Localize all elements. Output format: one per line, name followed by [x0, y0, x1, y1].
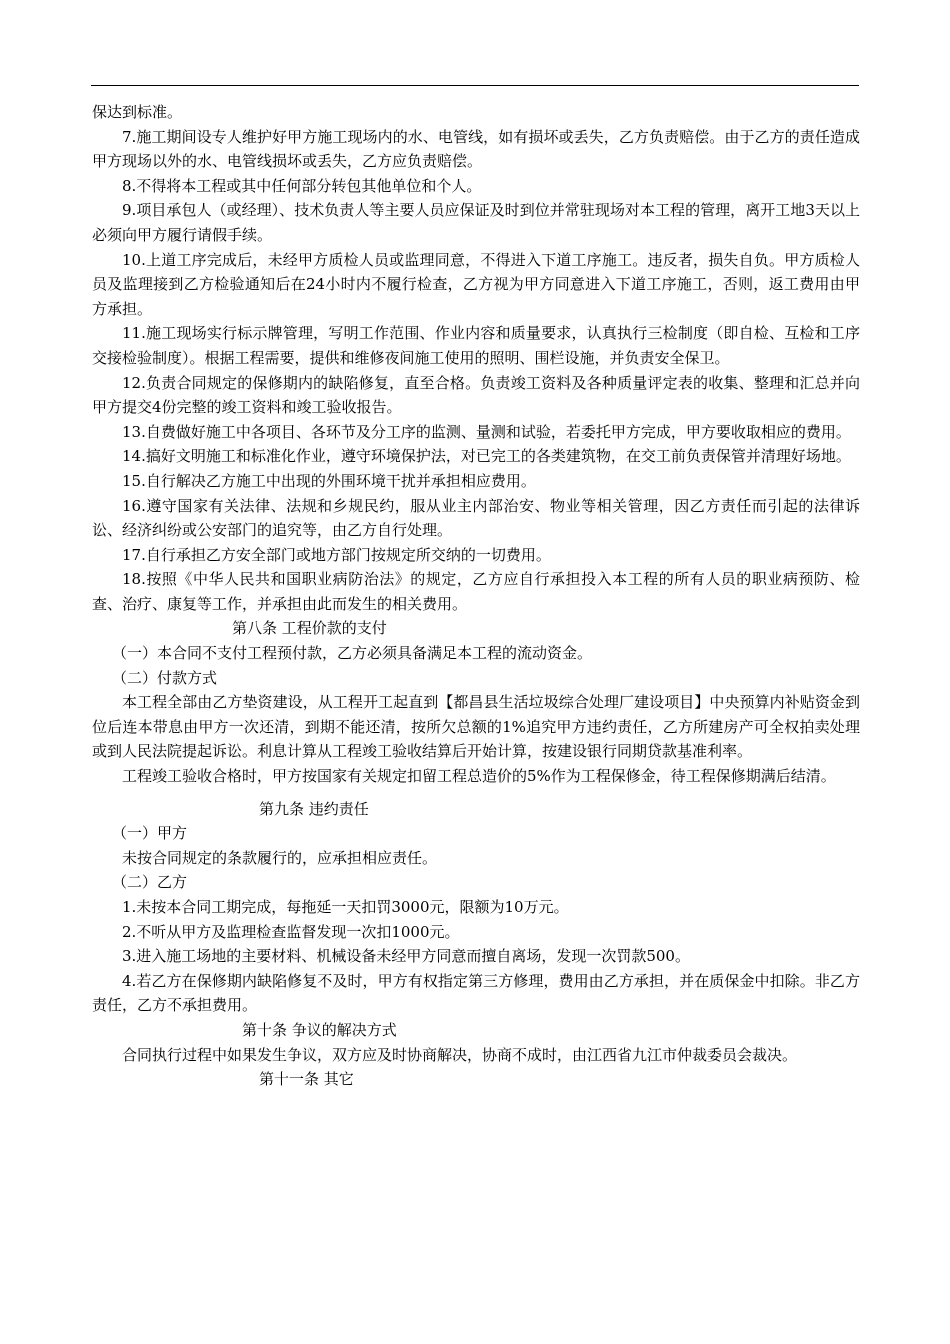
- clause-12: 12.负责合同规定的保修期内的缺陷修复，直至合格。负责竣工资料及各种质量评定表的收集、整理和汇总并向甲方提交4份完整的竣工资料和竣工验收报告。: [92, 373, 860, 417]
- clause-16: 16.遵守国家有关法律、法规和乡规民约，服从业主内部治安、物业等相关管理，因乙方责任而引起的法律诉讼、经济纠纷或公安部门的追究等，由乙方自行处理。: [92, 496, 860, 540]
- subsection-2: （二）付款方式: [112, 668, 218, 687]
- party-a-paragraph: 未按合同规定的条款履行的，应承担相应责任。: [122, 848, 438, 867]
- clause-8: 8.不得将本工程或其中任何部分转包其他单位和个人。: [122, 176, 482, 195]
- penalty-2: 2.不听从甲方及监理检查监督发现一次扣1000元。: [122, 922, 460, 941]
- article-11-heading: 第十一条 其它: [259, 1070, 354, 1089]
- article-10-heading: 第十条 争议的解决方式: [242, 1020, 397, 1039]
- clause-13: 13.自费做好施工中各项目、各环节及分工序的监测、量测和试验，若委托甲方完成，甲方要收取相应的费用。: [122, 422, 851, 441]
- party-b-heading: （二）乙方: [112, 873, 188, 892]
- clause-9: 9.项目承包人（或经理）、技术负责人等主要人员应保证及时到位并常驻现场对本工程的管理，离开工地3天以上必须向甲方履行请假手续。: [92, 201, 860, 244]
- payment-paragraph: 本工程全部由乙方垫资建设，从工程开工起直到【都昌县生活垃圾综合处理厂建设项目】中央预算内补贴资金到位后连本带息由甲方一次还清，到期不能还清，按所欠总额的1%追究甲方违约责任，乙方所建房产可全权拍卖处理或到人民法院提起诉讼。利息计算从工程竣工验收结算后开始计算，按建设银行同期贷款基准利率。: [92, 693, 860, 761]
- clause-15: 15.自行解决乙方施工中出现的外围环境干扰并承担相应费用。: [122, 471, 536, 490]
- clause-14: 14.搞好文明施工和标准化作业，遵守环境保护法，对已完工的各类建筑物，在交工前负责保管并清理好场地。: [122, 447, 851, 466]
- article-9-heading: 第九条 违约责任: [259, 799, 369, 818]
- penalty-4: 4.若乙方在保修期内缺陷修复不及时，甲方有权指定第三方修理，费用由乙方承担，并在质保金中扣除。非乙方责任，乙方不承担费用。: [92, 971, 860, 1015]
- warranty-paragraph: 工程竣工验收合格时，甲方按国家有关规定扣留工程总造价的5%作为工程保修金，待工程保修期满后结清。: [122, 767, 836, 786]
- article-8-heading: 第八条 工程价款的支付: [232, 619, 387, 638]
- clause-11: 11.施工现场实行标示牌管理，写明工作范围、作业内容和质量要求，认真执行三检制度（即自检、互检和工序交接检验制度）。根据工程需要，提供和维修夜间施工使用的照明、围栏设施，并负责安全保卫。: [92, 324, 860, 367]
- clause-17: 17.自行承担乙方安全部门或地方部门按规定所交纳的一切费用。: [122, 545, 551, 564]
- clause-18: 18.按照《中华人民共和国职业病防治法》的规定，乙方应自行承担投入本工程的所有人员的职业病预防、检查、治疗、康复等工作，并承担由此而发生的相关费用。: [92, 570, 860, 613]
- penalty-1: 1.未按本合同工期完成，每拖延一天扣罚3000元，限额为10万元。: [122, 898, 569, 916]
- contract-body: [92, 100, 860, 1092]
- penalty-3: 3.进入施工场地的主要材料、机械设备未经甲方同意而擅自离场，发现一次罚款500。: [122, 947, 690, 966]
- clause-7: 7.施工期间设专人维护好甲方施工现场内的水、电管线，如有损坏或丢失，乙方负责赔偿。由于乙方的责任造成甲方现场以外的水、电管线损坏或丢失，乙方应负责赔偿。: [92, 127, 860, 171]
- party-a-heading: （一）甲方: [112, 824, 188, 843]
- clause-10: 10.上道工序完成后，未经甲方质检人员或监理同意，不得进入下道工序施工。违反者，损失自负。甲方质检人员及监理接到乙方检验通知后在24小时内不履行检查，乙方视为甲方同意进入下道工序施工，否则，返工费用由甲方承担。: [92, 250, 860, 318]
- dispute-paragraph: 合同执行过程中如果发生争议，双方应及时协商解决，协商不成时，由江西省九江市仲裁委员会裁决。: [122, 1045, 798, 1064]
- subsection-1: （一）本合同不支付工程预付款，乙方必须具备满足本工程的流动资金。: [112, 644, 593, 663]
- header-rule: [91, 85, 859, 86]
- paragraph: 保达到标准。: [92, 103, 183, 121]
